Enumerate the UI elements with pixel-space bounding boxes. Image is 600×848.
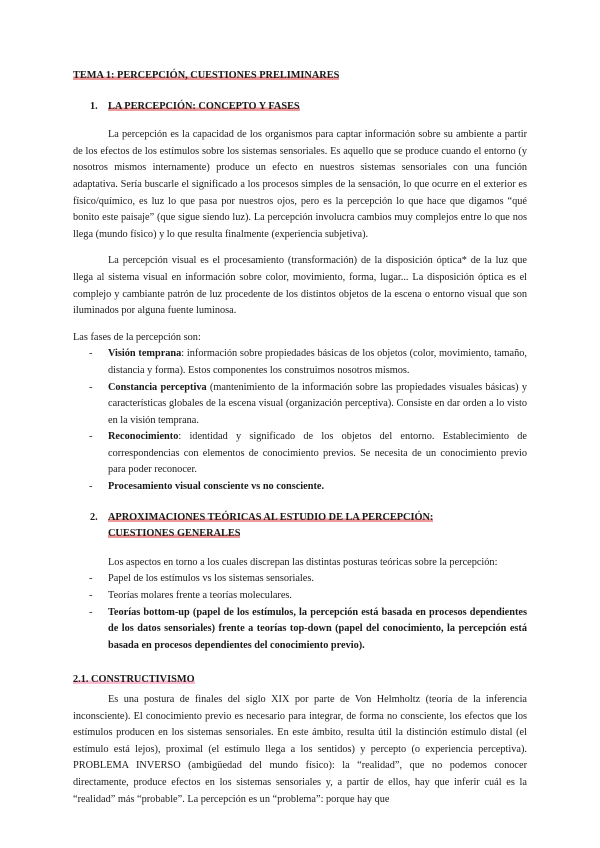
list-item [73, 605, 527, 655]
list-item [73, 380, 527, 430]
section-2-1-title: 2.1. CONSTRUCTIVISMO [73, 674, 195, 686]
phase-text: : información sobre propiedades básicas de los objetos (color, movimiento, tamaño, distancia y forma). Estos componentes los construimos nosotros mismos. [108, 348, 527, 376]
section-1-heading [73, 99, 527, 116]
phase-term: Constancia perceptiva [108, 381, 207, 393]
section-2-intro: Los aspectos en torno a los cuales discrepan las distintas posturas teóricas sobre la percepción: [108, 556, 498, 568]
phase-term: Procesamiento visual consciente vs no consciente. [108, 481, 325, 493]
section-2-number: 2. [90, 511, 98, 523]
section-2-title-line-2: CUESTIONES GENERALES [108, 528, 241, 540]
phases-intro: Las fases de la percepción son: [73, 331, 201, 343]
section-2-1-paragraph: Es una postura de finales del siglo XIX por parte de Von Helmholtz (teoría de la inferencia inconsciente). El conocimiento previo es necesario para integrar, de forma no consciente, los efectos que los estímulos producen en los sistemas sensoriales. En este ámbito, resulta útil la distinción estímulo distal (el estímulo está lejos), proximal (el estímulo llega a los sentidos) y percepto (o experiencia perceptiva). PROBLEMA INVERSO (ambigüedad del mundo físico): la “realidad”, que no podemos conocer directamente, produce efectos en los sistemas sensoriales y, a partir de ellos, hay que inferir cuál es la “realidad” más “probable”. La percepción es un “problema”: porque hay que [73, 694, 527, 805]
document-body [73, 68, 527, 808]
section-1-paragraph-1: La percepción es la capacidad de los organismos para captar información sobre su ambiente a partir de los efectos de los estímulos sobre los sistemas sensoriales. Es aquello que se produce cuando el entorno (y nosotros mismos internamente) produce un efecto en nuestros sistemas sensoriales con una función adaptativa. Sería buscarle el significado a los procesos simples de la sensación, lo que ocurre en el exterior es físico/químico, es luz lo que pasa por nuestros ojos, pero es la percepción lo que hace que digamos “qué bonito este paisaje” (que sigue siendo luz). La percepción involucra cambios muy complejos entre lo que nos llega (mundo físico) y lo que resulta finalmente (experiencia subjetiva). [73, 129, 527, 240]
list-item [73, 479, 527, 496]
section-2-list [73, 571, 527, 654]
bold-item: Teorías bottom-up (papel de los estímulos, la percepción está basada en procesos dependientes de los datos sensoriales) frente a teorías top-down (papel del conocimiento, la percepción está basada en procesos dependientes del conocimiento previo). [108, 606, 527, 651]
list-item: - Teorías molares frente a teorías moleculares. [73, 588, 527, 605]
section-2-heading [73, 510, 527, 543]
section-2-1-heading [73, 672, 527, 689]
section-2-title-line-1: APROXIMACIONES TEÓRICAS AL ESTUDIO DE LA PERCEPCIÓN: [108, 511, 434, 523]
phases-list [73, 346, 527, 495]
section-1-title: LA PERCEPCIÓN: CONCEPTO Y FASES [108, 100, 300, 112]
phase-term: Reconocimiento [108, 431, 179, 443]
list-item [73, 429, 527, 479]
list-item [73, 346, 527, 379]
section-1-number: 1. [90, 100, 98, 112]
list-item: - Papel de los estímulos vs los sistemas sensoriales. [73, 571, 527, 588]
document-title [73, 68, 527, 85]
title-text: TEMA 1: PERCEPCIÓN, CUESTIONES PRELIMINARES [73, 70, 340, 81]
section-1-paragraph-2: La percepción visual es el procesamiento (transformación) de la disposición óptica* de la luz que llega al sistema visual en información sobre color, movimiento, forma, lugar... La disposición óptica es el complejo y cambiante patrón de luz procedente de los distintos objetos de la escena o entorno visual que son iluminados por alguna fuente luminosa. [73, 255, 527, 317]
phase-text: : identidad y significado de los objetos del entorno. Establecimiento de correspondencias con elementos de conocimiento previos. Se necesita de un conocimiento previo para poder reconocer. [108, 431, 527, 476]
phase-text: (mantenimiento de la información sobre las propiedades visuales básicas) y características globales de la escena visual (organización perceptiva). Consiste en dar orden a lo visto en la visión temprana. [108, 381, 527, 426]
phase-term: Visión temprana [108, 348, 182, 360]
